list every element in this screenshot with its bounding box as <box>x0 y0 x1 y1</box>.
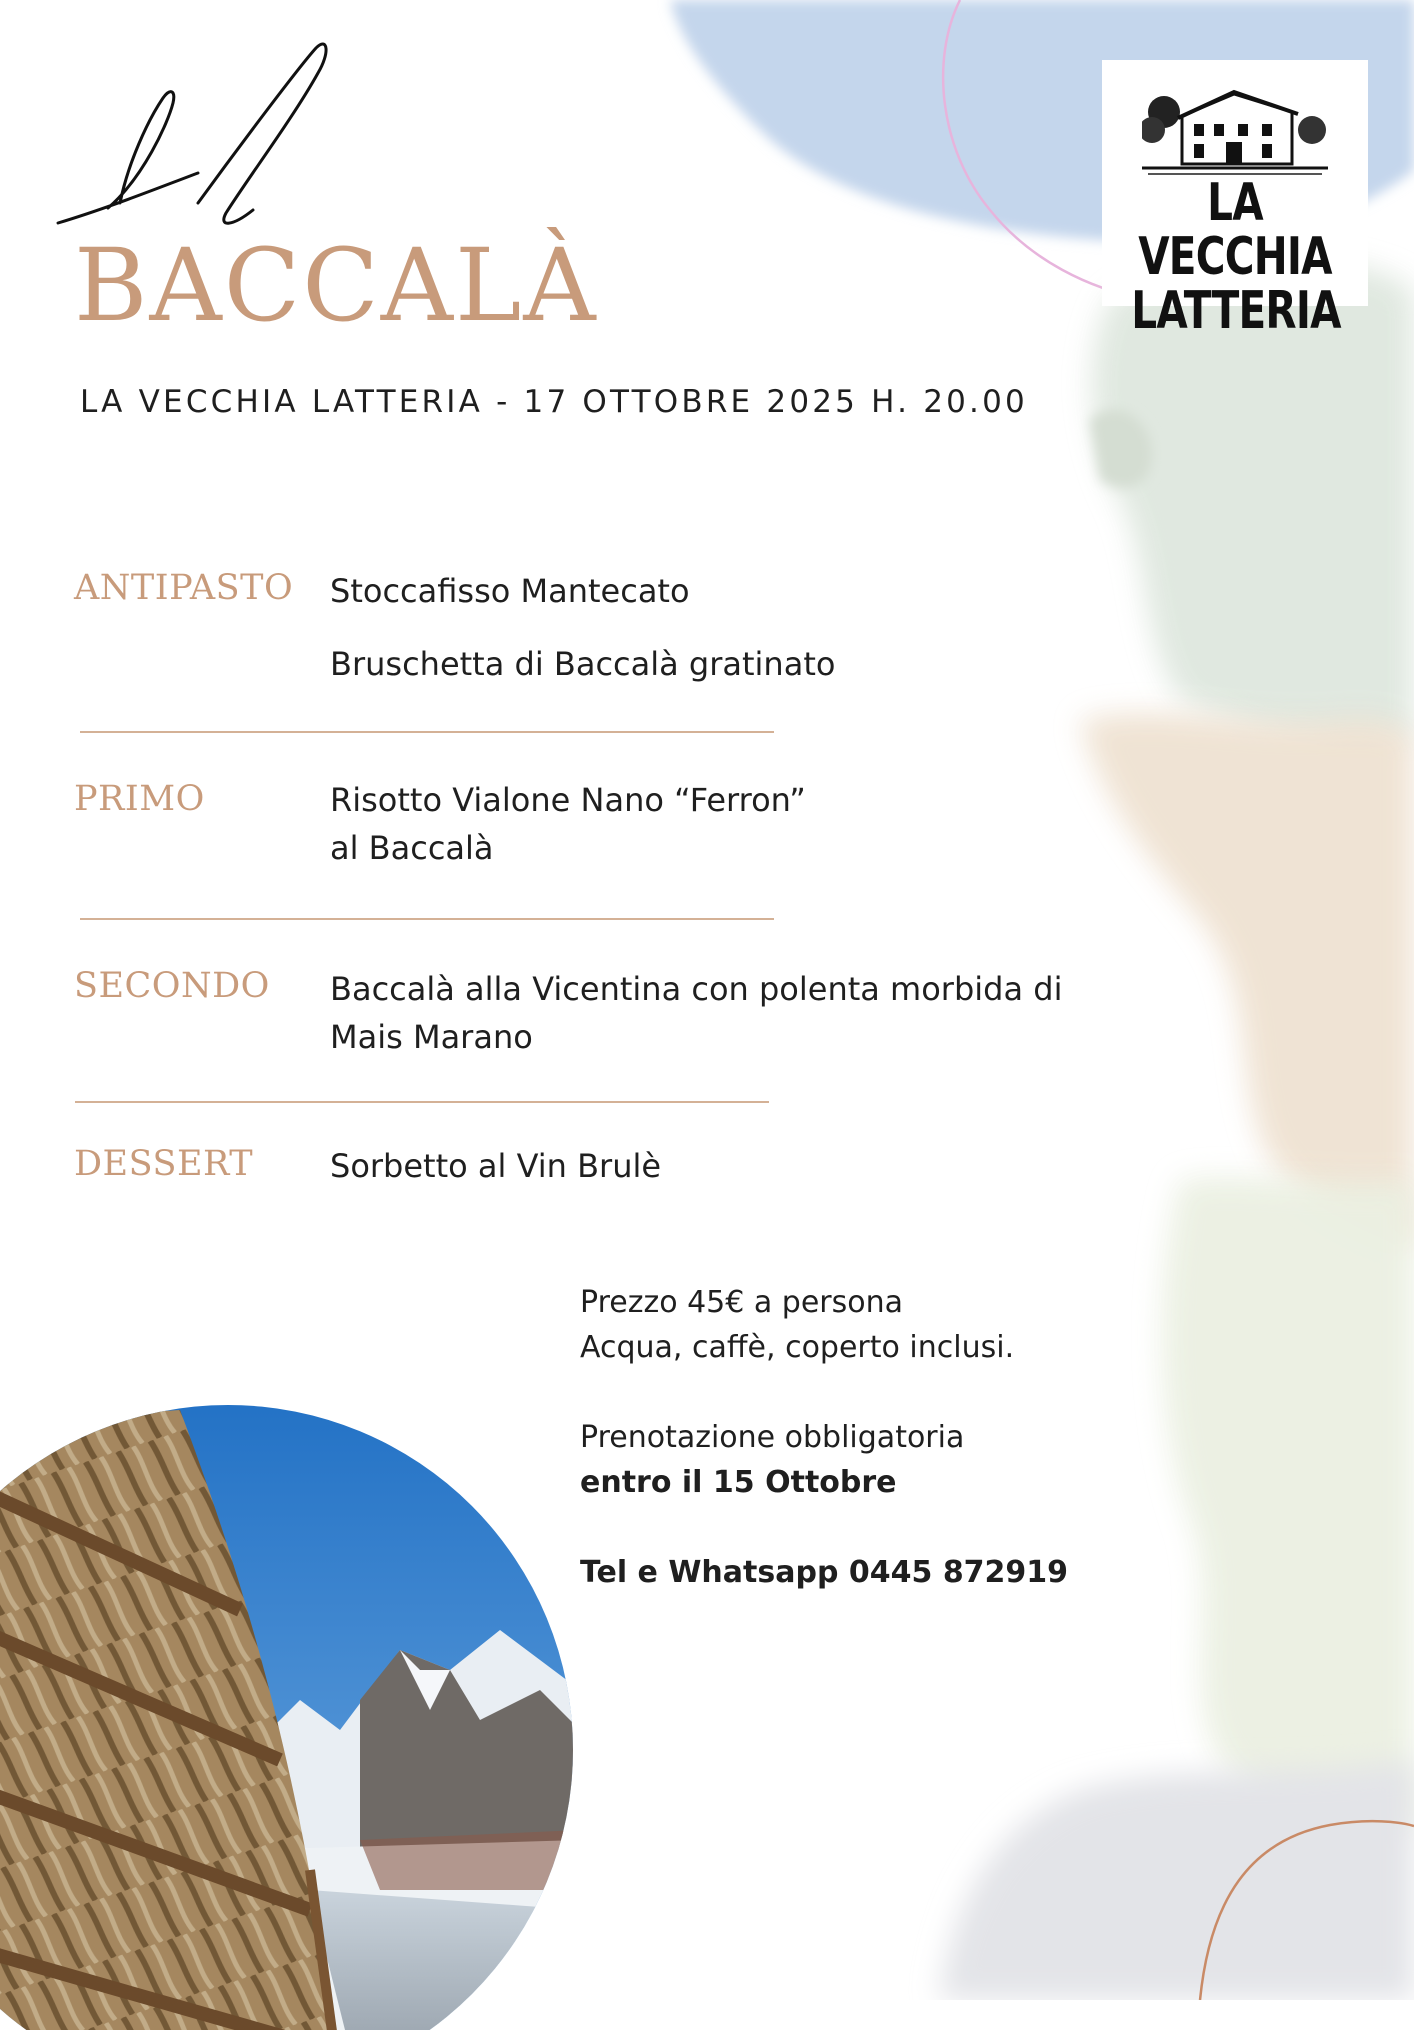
info-booking: Prenotazione obbligatoria <box>580 1420 965 1455</box>
dish-dessert-1: Sorbetto al Vin Brulè <box>330 1147 662 1185</box>
menu-divider <box>80 918 774 920</box>
course-label-dessert: DESSERT <box>74 1144 254 1184</box>
logo-wordmark <box>1131 173 1341 341</box>
info-block <box>580 1280 1068 1595</box>
dish-antipasto-1: Stoccafisso Mantecato <box>330 572 690 610</box>
farmhouse-logo-icon <box>1142 72 1328 176</box>
logo-line-1: LA VECCHIA <box>1138 173 1332 287</box>
dish-secondo-line-2: Mais Marano <box>330 1018 533 1056</box>
dish-antipasto-2: Bruschetta di Baccalà gratinato <box>330 645 836 683</box>
logo <box>1102 60 1368 341</box>
course-label-antipasto: ANTIPASTO <box>74 568 294 608</box>
dish-primo-line-1: Risotto Vialone Nano “Ferron” <box>330 781 806 819</box>
event-subtitle: LA VECCHIA LATTERIA - 17 OTTOBRE 2025 H. 20.00 <box>80 384 1028 420</box>
info-deadline: entro il 15 Ottobre <box>580 1465 897 1500</box>
info-contact: Tel e Whatsapp 0445 872919 <box>580 1555 1069 1590</box>
info-price: Prezzo 45€ a persona <box>580 1285 904 1320</box>
course-label-primo: PRIMO <box>74 779 205 819</box>
dish-secondo-line-1: Baccalà alla Vicentina con polenta morbida di <box>330 970 1063 1008</box>
logo-line-2: LATTERIA <box>1131 281 1341 341</box>
stockfish-racks-photo <box>0 1370 580 2030</box>
menu-divider <box>75 1101 769 1103</box>
menu-divider <box>80 731 774 733</box>
title-script-il <box>48 28 348 248</box>
dish-primo-line-2: al Baccalà <box>330 829 494 867</box>
course-label-secondo: SECONDO <box>74 966 270 1006</box>
title-main: BACCALÀ <box>74 227 598 344</box>
info-included: Acqua, caffè, coperto inclusi. <box>580 1330 1015 1365</box>
